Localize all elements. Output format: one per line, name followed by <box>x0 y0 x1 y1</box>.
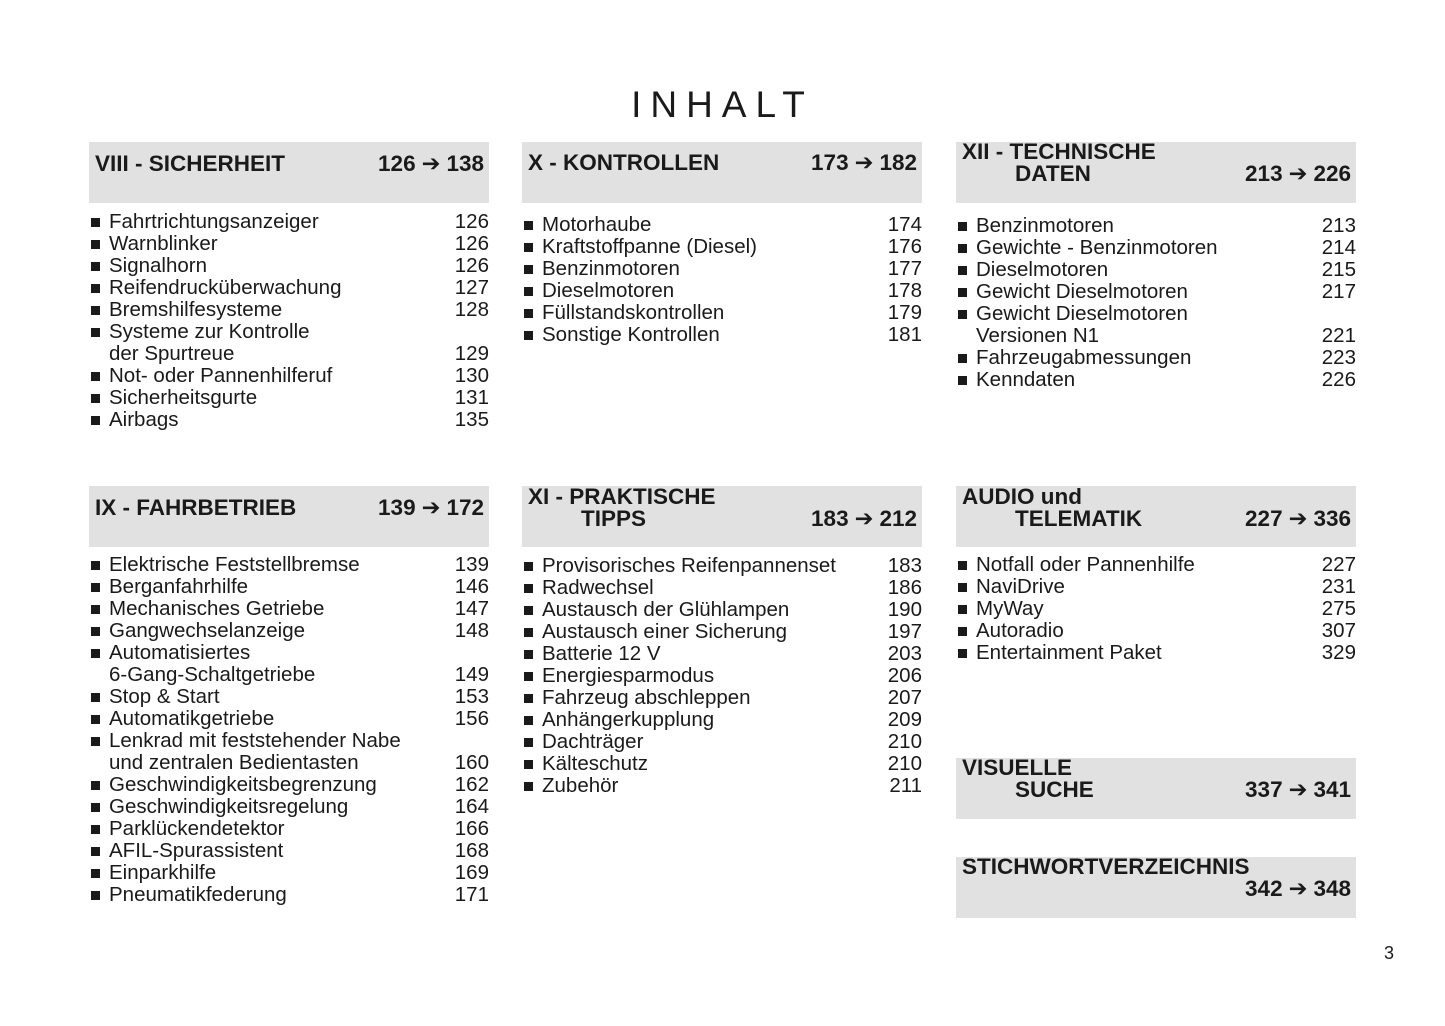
toc-entry[interactable] <box>89 233 489 255</box>
toc-entry[interactable] <box>89 620 489 642</box>
toc-entry-page: 160 <box>454 751 489 774</box>
toc-entry-page: 226 <box>1321 368 1356 391</box>
range-end: 138 <box>446 151 484 176</box>
toc-entry-page: 177 <box>887 257 922 280</box>
toc-entry-page: 148 <box>454 619 489 642</box>
toc-entry[interactable] <box>522 258 922 280</box>
toc-entry-label: Kenndaten <box>976 368 1076 391</box>
toc-entry-page: 186 <box>887 576 922 599</box>
section-title-line: STICHWORTVERZEICHNIS <box>962 854 1250 879</box>
section-header <box>956 139 1356 203</box>
section-title-line: XII - TECHNISCHE <box>962 139 1156 164</box>
arrow-right-icon: ➔ <box>1288 777 1308 802</box>
toc-entry-label: Automatisiertes <box>109 641 251 664</box>
toc-entry-page: 168 <box>454 839 489 862</box>
toc-entry-page: 128 <box>454 298 489 321</box>
toc-entry-page: 214 <box>1321 236 1356 259</box>
range-end: 212 <box>879 506 917 531</box>
section-viii-sicherheit <box>89 142 489 431</box>
section-header <box>956 854 1356 918</box>
toc-entry[interactable] <box>89 255 489 277</box>
page-title: INHALT <box>631 84 814 125</box>
toc-entry[interactable] <box>956 598 1356 620</box>
toc-entry-page: 197 <box>887 620 922 643</box>
toc-entry[interactable] <box>89 365 489 387</box>
section-item-list <box>522 214 922 346</box>
toc-entry-page: 210 <box>887 752 922 775</box>
section-header <box>956 486 1356 547</box>
toc-entry-label: Geschwindigkeitsbegrenzung <box>109 773 377 796</box>
section-item-list <box>956 215 1356 391</box>
section-ix-fahrbetrieb <box>89 486 489 906</box>
toc-entry-label: Austausch der Glühlampen <box>542 598 790 621</box>
toc-entry-page: 156 <box>454 707 489 730</box>
toc-entry[interactable] <box>89 598 489 620</box>
range-start: 183 <box>811 506 849 531</box>
toc-entry-page: 217 <box>1321 280 1356 303</box>
range-start: 126 <box>378 151 416 176</box>
toc-entry-label: Dieselmotoren <box>542 279 675 302</box>
toc-entry-page: 206 <box>887 664 922 687</box>
toc-entry-label: Füllstandskontrollen <box>542 301 725 324</box>
toc-entry-label: Warnblinker <box>109 232 218 255</box>
range-end: 226 <box>1313 161 1351 186</box>
toc-entry-page: 209 <box>887 708 922 731</box>
toc-entry[interactable] <box>522 302 922 324</box>
toc-entry-label: Autoradio <box>976 619 1064 642</box>
section-page-range <box>378 495 484 521</box>
toc-entry-label: Gewichte - Benzinmotoren <box>976 236 1218 259</box>
toc-entry[interactable] <box>522 643 922 665</box>
toc-entry-label: NaviDrive <box>976 575 1065 598</box>
section-header <box>956 755 1356 819</box>
toc-entry-page: 162 <box>454 773 489 796</box>
toc-entry-label: der Spurtreue <box>109 342 235 365</box>
toc-entry-page: 171 <box>454 883 489 906</box>
toc-entry-page: 135 <box>454 408 489 431</box>
toc-entry-page: 147 <box>454 597 489 620</box>
toc-entry-label: Signalhorn <box>109 254 208 277</box>
toc-entry[interactable] <box>89 387 489 409</box>
arrow-right-icon: ➔ <box>1288 506 1308 531</box>
toc-entry[interactable] <box>522 621 922 643</box>
toc-entry[interactable] <box>89 818 489 840</box>
toc-entry[interactable] <box>522 577 922 599</box>
range-start: 213 <box>1245 161 1283 186</box>
arrow-right-icon: ➔ <box>854 506 874 531</box>
toc-entry[interactable] <box>89 211 489 233</box>
arrow-right-icon: ➔ <box>1288 161 1308 186</box>
toc-entry[interactable] <box>89 862 489 884</box>
arrow-right-icon: ➔ <box>421 495 441 520</box>
toc-entry[interactable] <box>522 687 922 709</box>
toc-entry-page: 190 <box>887 598 922 621</box>
section-item-list <box>522 555 922 797</box>
range-end: 182 <box>879 150 917 175</box>
toc-entry-label: Berganfahrhilfe <box>109 575 249 598</box>
toc-entry[interactable] <box>956 347 1356 369</box>
toc-entry-label: Energiesparmodus <box>542 664 715 687</box>
toc-entry-page: 126 <box>454 254 489 277</box>
section-header <box>89 142 489 203</box>
toc-entry-page: 215 <box>1321 258 1356 281</box>
arrow-right-icon: ➔ <box>854 150 874 175</box>
toc-entry-label: Benzinmotoren <box>976 214 1114 237</box>
toc-entry[interactable] <box>522 665 922 687</box>
toc-entry-page: 179 <box>887 301 922 324</box>
toc-entry-label: Not- oder Pannenhilferuf <box>109 364 333 387</box>
toc-entry[interactable] <box>522 753 922 775</box>
toc-entry-label: Benzinmotoren <box>542 257 680 280</box>
section-item-list <box>89 554 489 906</box>
toc-entry[interactable] <box>956 303 1356 347</box>
toc-entry-label: Dachträger <box>542 730 644 753</box>
section-x-kontrollen <box>522 142 922 346</box>
toc-entry-label: Parklückendetektor <box>109 817 285 840</box>
toc-entry-label: Gewicht Dieselmotoren <box>976 280 1188 303</box>
toc-entry-page: 329 <box>1321 641 1356 664</box>
toc-entry[interactable] <box>89 774 489 796</box>
toc-entry-page: 126 <box>454 210 489 233</box>
toc-entry-page: 127 <box>454 276 489 299</box>
toc-entry-page: 149 <box>454 663 489 686</box>
section-page-range <box>1245 161 1351 187</box>
toc-entry-page: 166 <box>454 817 489 840</box>
toc-entry-page: 126 <box>454 232 489 255</box>
section-title-line: VISUELLE <box>962 755 1073 780</box>
range-start: 173 <box>811 150 849 175</box>
toc-entry[interactable] <box>956 576 1356 598</box>
toc-entry-label: Notfall oder Pannenhilfe <box>976 553 1195 576</box>
section-title-line: TIPPS <box>581 506 647 531</box>
toc-entry-label: Anhängerkupplung <box>542 708 715 731</box>
section-header <box>89 486 489 547</box>
toc-entry-page: 174 <box>887 213 922 236</box>
toc-entry[interactable] <box>89 576 489 598</box>
toc-entry-page: 178 <box>887 279 922 302</box>
toc-entry-label: Zubehör <box>542 774 619 797</box>
toc-entry-page: 231 <box>1321 575 1356 598</box>
toc-entry-page: 139 <box>454 553 489 576</box>
toc-entry-page: 183 <box>887 554 922 577</box>
section-page-range <box>811 150 917 176</box>
toc-entry[interactable] <box>956 642 1356 664</box>
toc-entry[interactable] <box>956 215 1356 237</box>
toc-entry-label: Kraftstoffpanne (Diesel) <box>542 235 757 258</box>
range-start: 342 <box>1245 876 1283 901</box>
toc-entry-label: Fahrzeug abschleppen <box>542 686 751 709</box>
toc-entry[interactable] <box>956 554 1356 576</box>
toc-entry[interactable] <box>89 642 489 686</box>
section-visuelle-suche <box>956 755 1356 819</box>
toc-entry[interactable] <box>956 259 1356 281</box>
toc-entry-page: 211 <box>889 774 922 797</box>
toc-entry-page: 129 <box>454 342 489 365</box>
section-header <box>522 486 922 547</box>
toc-entry-label: Dieselmotoren <box>976 258 1109 281</box>
toc-entry[interactable] <box>89 321 489 365</box>
toc-entry-label: Entertainment Paket <box>976 641 1162 664</box>
section-page-range <box>811 506 917 532</box>
toc-entry-page: 221 <box>1321 324 1356 347</box>
toc-entry[interactable] <box>956 620 1356 642</box>
toc-entry-label: Elektrische Feststellbremse <box>109 553 360 576</box>
toc-entry-page: 164 <box>454 795 489 818</box>
toc-entry-label: Geschwindigkeitsregelung <box>109 795 349 818</box>
toc-entry-label: Systeme zur Kontrolle <box>109 320 310 343</box>
toc-entry[interactable] <box>522 324 922 346</box>
section-title-line: DATEN <box>1015 161 1091 186</box>
section-stichwortverzeichnis <box>956 854 1356 918</box>
toc-entry[interactable] <box>89 730 489 774</box>
range-end: 336 <box>1313 506 1351 531</box>
toc-entry[interactable] <box>89 277 489 299</box>
toc-entry-label: Batterie 12 V <box>542 642 661 665</box>
toc-entry[interactable] <box>956 281 1356 303</box>
toc-entry-label: Reifendrucküberwachung <box>109 276 342 299</box>
toc-entry[interactable] <box>89 796 489 818</box>
toc-entry-label: Sonstige Kontrollen <box>542 323 720 346</box>
section-header <box>522 142 922 203</box>
toc-entry-label: Gangwechselanzeige <box>109 619 306 642</box>
toc-entry-page: 203 <box>887 642 922 665</box>
section-xii-technische-daten <box>956 139 1356 391</box>
section-title-line: X - KONTROLLEN <box>528 150 720 175</box>
section-title-line: IX - FAHRBETRIEB <box>95 495 297 520</box>
section-title-line: TELEMATIK <box>1015 506 1143 531</box>
toc-entry[interactable] <box>956 369 1356 391</box>
toc-entry-page: 181 <box>887 323 922 346</box>
toc-entry[interactable] <box>89 686 489 708</box>
toc-entry-label: und zentralen Bedientasten <box>109 751 359 774</box>
section-title-line: XI - PRAKTISCHE <box>528 484 716 509</box>
toc-entry-page: 207 <box>887 686 922 709</box>
toc-entry-label: Kälteschutz <box>542 752 648 775</box>
toc-entry[interactable] <box>956 237 1356 259</box>
toc-entry[interactable] <box>522 214 922 236</box>
toc-entry-label: Airbags <box>109 408 179 431</box>
toc-entry[interactable] <box>89 409 489 431</box>
toc-entry-label: Versionen N1 <box>976 324 1100 347</box>
section-page-range <box>1245 777 1351 803</box>
toc-entry[interactable] <box>89 554 489 576</box>
range-start: 337 <box>1245 777 1283 802</box>
toc-entry-label: Automatikgetriebe <box>109 707 275 730</box>
range-end: 341 <box>1313 777 1351 802</box>
toc-entry-label: Lenkrad mit feststehender Nabe <box>109 729 401 752</box>
arrow-right-icon: ➔ <box>1288 876 1308 901</box>
section-page-range <box>1245 876 1351 902</box>
toc-entry[interactable] <box>89 708 489 730</box>
toc-entry-label: Gewicht Dieselmotoren <box>976 302 1188 325</box>
section-title-line: VIII - SICHERHEIT <box>95 151 286 176</box>
section-audio-telematik <box>956 486 1356 664</box>
toc-entry-label: Einparkhilfe <box>109 861 217 884</box>
range-start: 139 <box>378 495 416 520</box>
toc-entry[interactable] <box>522 775 922 797</box>
toc-entry-page: 210 <box>887 730 922 753</box>
toc-entry-label: Fahrzeugabmessungen <box>976 346 1192 369</box>
toc-entry-label: Radwechsel <box>542 576 654 599</box>
toc-entry-page: 146 <box>454 575 489 598</box>
section-title-line: AUDIO und <box>962 484 1082 509</box>
toc-entry-page: 213 <box>1321 214 1356 237</box>
page-number: 3 <box>1384 943 1395 963</box>
toc-entry-page: 223 <box>1321 346 1356 369</box>
toc-entry-page: 131 <box>454 386 489 409</box>
toc-entry-page: 275 <box>1321 597 1356 620</box>
range-start: 227 <box>1245 506 1283 531</box>
toc-entry-page: 307 <box>1321 619 1356 642</box>
toc-entry-label: Stop & Start <box>109 685 220 708</box>
range-end: 172 <box>446 495 484 520</box>
section-xi-praktische-tipps <box>522 486 922 797</box>
section-page-range <box>1245 506 1351 532</box>
toc-entry[interactable] <box>522 280 922 302</box>
toc-entry-label: AFIL-Spurassistent <box>109 839 284 862</box>
range-end: 348 <box>1313 876 1351 901</box>
arrow-right-icon: ➔ <box>421 151 441 176</box>
toc-entry[interactable] <box>522 599 922 621</box>
toc-entry-page: 227 <box>1321 553 1356 576</box>
toc-entry-label: Mechanisches Getriebe <box>109 597 325 620</box>
toc-entry-label: MyWay <box>976 597 1044 620</box>
toc-entry-label: Fahrtrichtungsanzeiger <box>109 210 319 233</box>
toc-entry[interactable] <box>89 840 489 862</box>
toc-entry-label: Provisorisches Reifenpannenset <box>542 554 836 577</box>
toc-entry[interactable] <box>522 236 922 258</box>
toc-entry-label: Pneumatikfederung <box>109 883 287 906</box>
section-item-list <box>956 554 1356 664</box>
toc-entry[interactable] <box>522 731 922 753</box>
toc-entry[interactable] <box>522 709 922 731</box>
toc-entry-label: Motorhaube <box>542 213 652 236</box>
toc-entry[interactable] <box>89 884 489 906</box>
toc-entry-label: Bremshilfesysteme <box>109 298 283 321</box>
toc-entry[interactable] <box>522 555 922 577</box>
toc-entry-label: Austausch einer Sicherung <box>542 620 788 643</box>
toc-entry-page: 130 <box>454 364 489 387</box>
section-title-line: SUCHE <box>1015 777 1094 802</box>
toc-entry-page: 176 <box>887 235 922 258</box>
toc-entry-label: Sicherheitsgurte <box>109 386 258 409</box>
toc-entry-page: 169 <box>454 861 489 884</box>
section-item-list <box>89 211 489 431</box>
section-page-range <box>378 151 484 177</box>
toc-entry[interactable] <box>89 299 489 321</box>
toc-entry-label: 6-Gang-Schaltgetriebe <box>109 663 316 686</box>
toc-entry-page: 153 <box>454 685 489 708</box>
